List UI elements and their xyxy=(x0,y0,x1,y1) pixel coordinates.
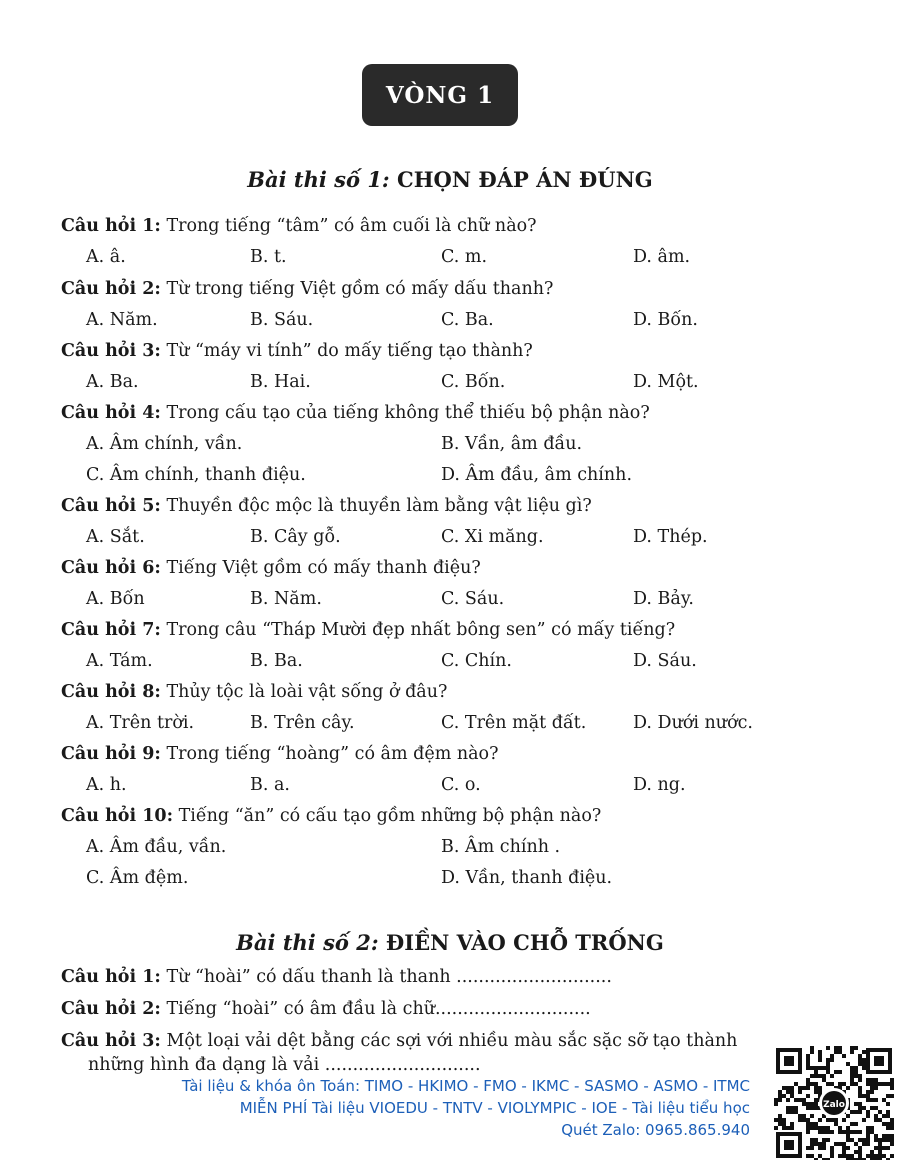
question-text: Trong cấu tạo của tiếng không thể thiếu bộ phận nào? xyxy=(166,403,650,423)
footer-line-1: Tài liệu & khóa ôn Toán: TIMO - HKIMO - FMO - IKMC - SASMO - ASMO - ITMC xyxy=(181,1077,750,1095)
answer-option-b: B. a. xyxy=(250,775,290,795)
question-10 xyxy=(61,806,601,826)
answer-option-a: A. Năm. xyxy=(86,310,158,330)
answer-option-c: C. Chín. xyxy=(441,651,512,671)
answer-option-a: A. h. xyxy=(86,775,127,795)
answer-option-b: B. Vần, âm đầu. xyxy=(441,434,583,454)
question-text: Thuyền độc mộc là thuyền làm bằng vật liệu gì? xyxy=(166,496,592,516)
answer-option-b: B. Âm chính . xyxy=(441,837,561,857)
fill-question-3-continued xyxy=(88,1055,481,1075)
question-text: Thủy tộc là loài vật sống ở đâu? xyxy=(166,682,448,702)
answer-option-d: D. Sáu. xyxy=(633,651,697,671)
answer-option-b: B. Năm. xyxy=(250,589,322,609)
answer-option-c: C. Xi măng. xyxy=(441,527,544,547)
question-label: Câu hỏi 2: xyxy=(61,999,161,1019)
question-text: Tiếng “hoài” có âm đầu là chữ............................ xyxy=(166,999,591,1019)
question-1 xyxy=(61,216,537,236)
question-8 xyxy=(61,682,447,702)
answer-option-b: B. Sáu. xyxy=(250,310,314,330)
question-text-continued: những hình đa dạng là vải ............................ xyxy=(88,1055,481,1075)
answer-option-c: C. Ba. xyxy=(441,310,494,330)
answer-option-b: B. Cây gỗ. xyxy=(250,527,341,547)
section1-title-prefix: Bài thi số 1: xyxy=(247,167,390,192)
section2-title xyxy=(0,930,900,955)
footer-line-3[interactable]: Quét Zalo: 0965.865.940 xyxy=(561,1121,750,1139)
question-text: Tiếng “ăn” có cấu tạo gồm những bộ phận nào? xyxy=(178,806,602,826)
qr-center-label: Zalo xyxy=(823,1100,845,1110)
question-text: Trong tiếng “tâm” có âm cuối là chữ nào? xyxy=(166,216,537,236)
zalo-qr-code-icon[interactable] xyxy=(774,1046,894,1160)
answer-option-d: D. Bảy. xyxy=(633,589,694,609)
question-4 xyxy=(61,403,650,423)
answer-option-d: D. Âm đầu, âm chính. xyxy=(441,465,633,485)
fill-question-1 xyxy=(61,967,612,987)
answer-option-d: D. Dưới nước. xyxy=(633,713,753,733)
question-label: Câu hỏi 9: xyxy=(61,744,161,764)
section2-title-prefix: Bài thi số 2: xyxy=(236,930,379,955)
fill-question-2 xyxy=(61,999,591,1019)
question-text: Tiếng Việt gồm có mấy thanh điệu? xyxy=(166,558,481,578)
answer-option-a: A. â. xyxy=(86,247,126,267)
question-5 xyxy=(61,496,592,516)
question-text: Một loại vải dệt bằng các sợi với nhiều màu sắc sặc sỡ tạo thành xyxy=(166,1031,738,1051)
round-label: VÒNG 1 xyxy=(385,81,495,109)
answer-option-d: D. âm. xyxy=(633,247,691,267)
answer-option-d: D. Một. xyxy=(633,372,699,392)
answer-option-b: B. Trên cây. xyxy=(250,713,355,733)
question-text: Từ trong tiếng Việt gồm có mấy dấu thanh? xyxy=(166,279,554,299)
question-label: Câu hỏi 3: xyxy=(61,1031,161,1051)
answer-option-d: D. Vần, thanh điệu. xyxy=(441,868,613,888)
question-label: Câu hỏi 4: xyxy=(61,403,161,423)
question-label: Câu hỏi 6: xyxy=(61,558,161,578)
answer-option-c: C. Bốn. xyxy=(441,372,506,392)
question-text: Từ “máy vi tính” do mấy tiếng tạo thành? xyxy=(166,341,533,361)
question-label: Câu hỏi 2: xyxy=(61,279,161,299)
answer-option-c: C. Âm chính, thanh điệu. xyxy=(86,465,306,485)
fill-question-3 xyxy=(61,1031,737,1051)
answer-option-a: A. Trên trời. xyxy=(86,713,195,733)
section1-title xyxy=(0,167,900,192)
answer-option-a: A. Tám. xyxy=(86,651,153,671)
answer-option-c: C. Trên mặt đất. xyxy=(441,713,587,733)
question-text: Trong tiếng “hoàng” có âm đệm nào? xyxy=(166,744,499,764)
answer-option-c: C. Âm đệm. xyxy=(86,868,189,888)
question-label: Câu hỏi 1: xyxy=(61,967,161,987)
answer-option-a: A. Ba. xyxy=(86,372,139,392)
answer-option-b: B. Hai. xyxy=(250,372,311,392)
question-2 xyxy=(61,279,553,299)
question-label: Câu hỏi 3: xyxy=(61,341,161,361)
question-text: Từ “hoài” có dấu thanh là thanh ............................ xyxy=(166,967,612,987)
question-label: Câu hỏi 1: xyxy=(61,216,161,236)
answer-option-a: A. Âm chính, vần. xyxy=(86,434,243,454)
answer-option-c: C. Sáu. xyxy=(441,589,505,609)
answer-option-d: D. Bốn. xyxy=(633,310,698,330)
question-label: Câu hỏi 8: xyxy=(61,682,161,702)
answer-option-d: D. Thép. xyxy=(633,527,708,547)
question-label: Câu hỏi 5: xyxy=(61,496,161,516)
answer-option-b: B. Ba. xyxy=(250,651,303,671)
question-6 xyxy=(61,558,481,578)
answer-option-d: D. ng. xyxy=(633,775,686,795)
question-7 xyxy=(61,620,675,640)
section2-title-main: ĐIỀN VÀO CHỖ TRỐNG xyxy=(385,930,664,955)
answer-option-a: A. Bốn xyxy=(86,589,145,609)
answer-option-b: B. t. xyxy=(250,247,287,267)
answer-option-a: A. Sắt. xyxy=(86,527,145,547)
answer-option-c: C. o. xyxy=(441,775,481,795)
answer-option-a: A. Âm đầu, vần. xyxy=(86,837,227,857)
answer-option-c: C. m. xyxy=(441,247,488,267)
round-badge xyxy=(362,64,518,126)
question-label: Câu hỏi 10: xyxy=(61,806,174,826)
question-9 xyxy=(61,744,498,764)
footer-line-2: MIỄN PHÍ Tài liệu VIOEDU - TNTV - VIOLYMPIC - IOE - Tài liệu tiểu học xyxy=(239,1099,750,1117)
question-text: Trong câu “Tháp Mười đẹp nhất bông sen” có mấy tiếng? xyxy=(166,620,676,640)
section1-title-main: CHỌN ĐÁP ÁN ĐÚNG xyxy=(397,167,653,192)
question-3 xyxy=(61,341,533,361)
question-label: Câu hỏi 7: xyxy=(61,620,161,640)
